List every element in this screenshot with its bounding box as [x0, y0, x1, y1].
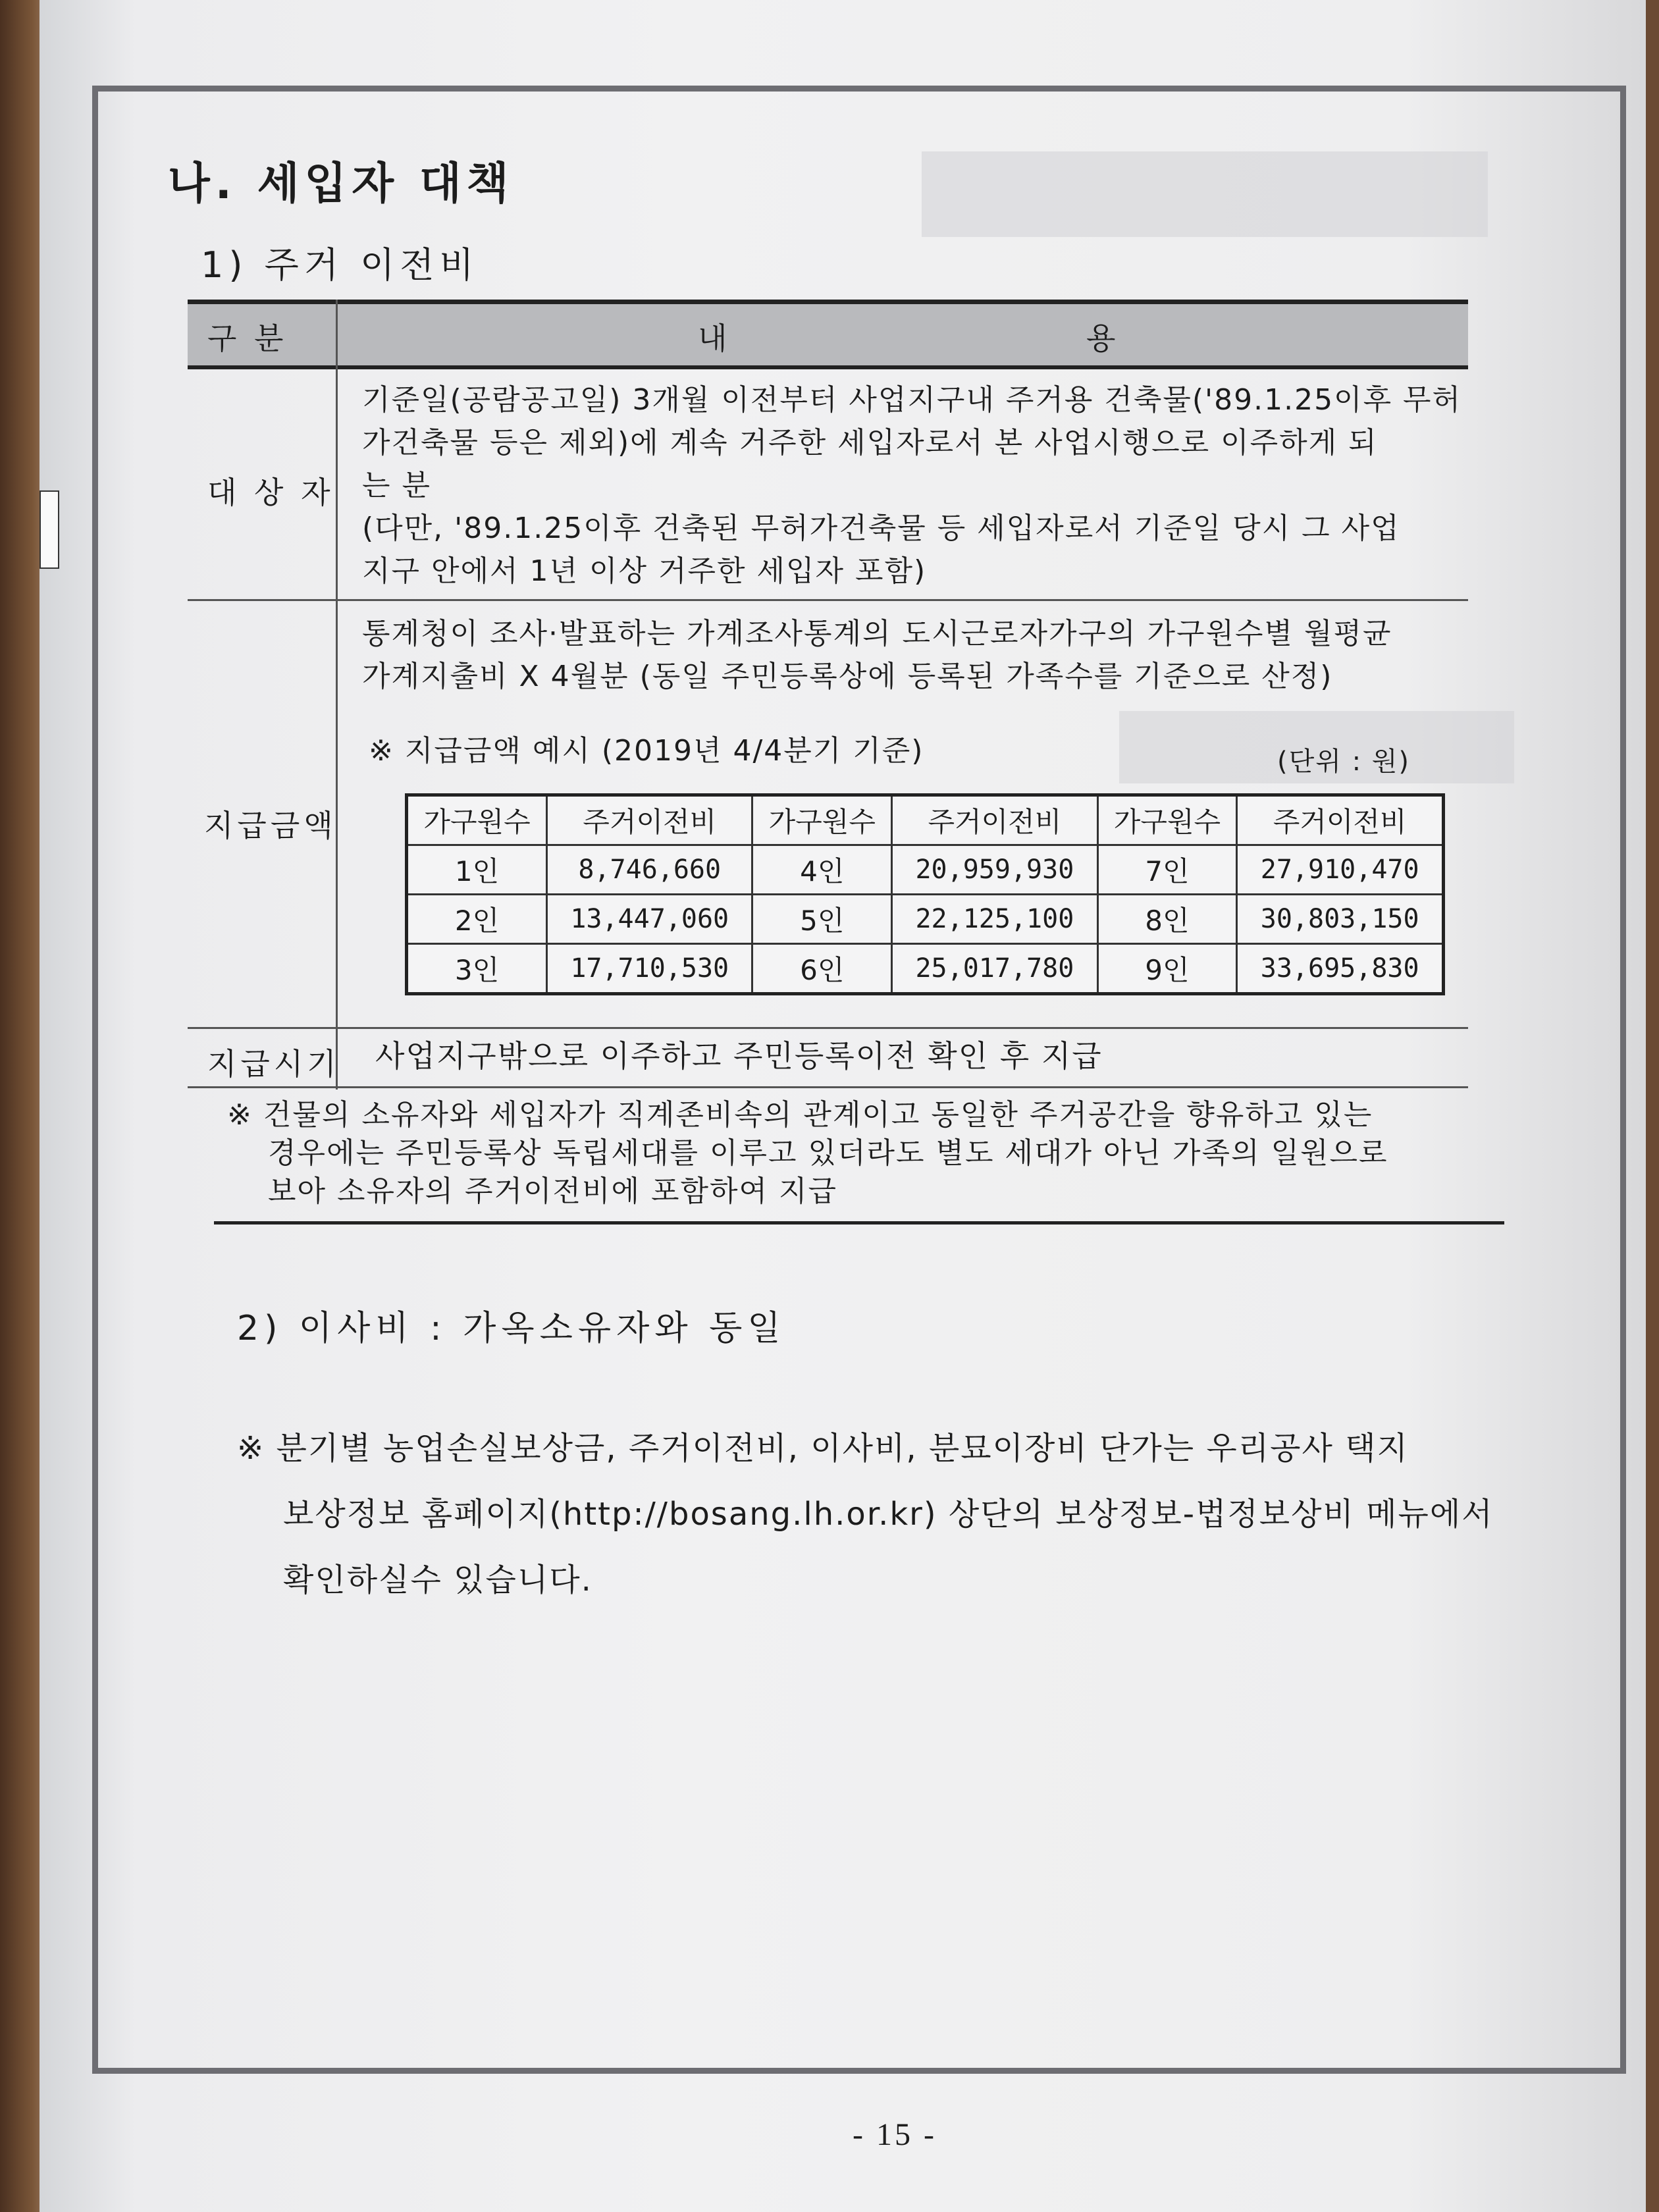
amount-cell: 30,803,150 [1237, 895, 1444, 944]
target-line: 지구 안에서 1년 이상 거주한 세입자 포함) [362, 554, 927, 588]
table-row [407, 944, 1444, 994]
subsection-title-relocation: 1) 주거 이전비 [201, 244, 479, 286]
target-line: 가건축물 등은 제외)에 계속 거주한 세입자로서 본 사업시행으로 이주하게 되 [362, 426, 1378, 460]
household-cell: 7인 [1097, 845, 1237, 895]
amount-cell: 27,910,470 [1237, 845, 1444, 895]
amount-cell: 25,017,780 [892, 944, 1097, 994]
amount-line: 통계청이 조사·발표하는 가계조사통계의 도시근로자가구의 가구원수별 월평균 [362, 617, 1392, 650]
row-label-amount: 지급금액 [204, 808, 337, 843]
timing-description: 사업지구밖으로 이주하고 주민등록이전 확인 후 지급 [375, 1038, 1103, 1074]
notice-line: ※ 분기별 농업손실보상금, 주거이전비, 이사비, 분묘이장비 단가는 우리공사 택지 [237, 1430, 1409, 1467]
amount-cell: 8,746,660 [547, 845, 752, 895]
notice-line: 보상정보 홈페이지(http://bosang.lh.or.kr) 상단의 보상정보-법정보상비 메뉴에서 [283, 1496, 1494, 1533]
col-header-relocation-cost: 주거이전비 [547, 795, 752, 845]
amount-cell: 17,710,530 [547, 944, 752, 994]
row-divider-target [188, 599, 1468, 601]
amount-cell: 22,125,100 [892, 895, 1097, 944]
col-header-household: 가구원수 [407, 795, 547, 845]
section-title: 나. 세입자 대책 [168, 158, 514, 209]
household-cell: 8인 [1097, 895, 1237, 944]
table-top-rule [188, 300, 1468, 304]
footnote-bottom-rule [214, 1221, 1504, 1224]
household-cell: 1인 [407, 845, 547, 895]
household-cell: 9인 [1097, 944, 1237, 994]
row-divider-timing [188, 1086, 1468, 1088]
row-divider-amount [188, 1027, 1468, 1029]
col-header-household: 가구원수 [752, 795, 892, 845]
table-row [407, 845, 1444, 895]
document-page [40, 0, 1646, 2212]
amount-cell: 13,447,060 [547, 895, 752, 944]
col-header-household: 가구원수 [1097, 795, 1237, 845]
target-description [362, 379, 1462, 592]
footnote [227, 1096, 1388, 1211]
household-cell: 5인 [752, 895, 892, 944]
amount-example-caption: ※ 지급금액 예시 (2019년 4/4분기 기준) [369, 734, 924, 768]
household-cell: 3인 [407, 944, 547, 994]
amount-line: 가계지출비 X 4월분 (동일 주민등록상에 등록된 가족수를 기준으로 산정) [362, 660, 1333, 693]
col-header-relocation-cost: 주거이전비 [892, 795, 1097, 845]
subsection-title-moving: 2) 이사비 : 가옥소유자와 동일 [237, 1309, 786, 1348]
amount-example-table [405, 793, 1445, 995]
amount-table-header-row [407, 795, 1444, 845]
page-index-tab [40, 490, 59, 569]
unit-label: (단위 : 원) [1277, 747, 1411, 777]
table-row [407, 895, 1444, 944]
table-column-divider [336, 300, 338, 1090]
footnote-line: 경우에는 주민등록상 독립세대를 이루고 있더라도 별도 세대가 아닌 가족의 일원으로 [268, 1136, 1388, 1170]
amount-cell: 20,959,930 [892, 845, 1097, 895]
header-content-right: 용 [1086, 321, 1120, 356]
household-cell: 4인 [752, 845, 892, 895]
footnote-line: 보아 소유자의 주거이전비에 포함하여 지급 [268, 1174, 838, 1208]
footnote-line: ※ 건물의 소유자와 세입자가 직계존비속의 관계이고 동일한 주거공간을 향유하고 있는 [227, 1098, 1373, 1132]
row-label-timing: 지급시기 [207, 1046, 340, 1082]
row-label-target: 대 상 자 [207, 475, 334, 510]
household-cell: 2인 [407, 895, 547, 944]
notice-line: 확인하실수 있습니다. [283, 1562, 592, 1598]
table-header-background [188, 303, 1468, 369]
target-line: 는 분 [362, 469, 431, 502]
page-number: - 15 - [853, 2117, 937, 2152]
header-category: 구 분 [207, 321, 288, 356]
col-header-relocation-cost: 주거이전비 [1237, 795, 1444, 845]
target-line: 기준일(공람공고일) 3개월 이전부터 사업지구내 주거용 건축물('89.1.25이후 무허 [362, 383, 1462, 417]
notice-block [237, 1415, 1494, 1613]
table-header-rule [188, 365, 1468, 369]
amount-cell: 33,695,830 [1237, 944, 1444, 994]
household-cell: 6인 [752, 944, 892, 994]
amount-description [362, 612, 1392, 698]
header-content-left: 내 [698, 321, 731, 356]
target-line: (다만, '89.1.25이후 건축된 무허가건축물 등 세입자로서 기준일 당시 그 사업 [362, 512, 1400, 545]
